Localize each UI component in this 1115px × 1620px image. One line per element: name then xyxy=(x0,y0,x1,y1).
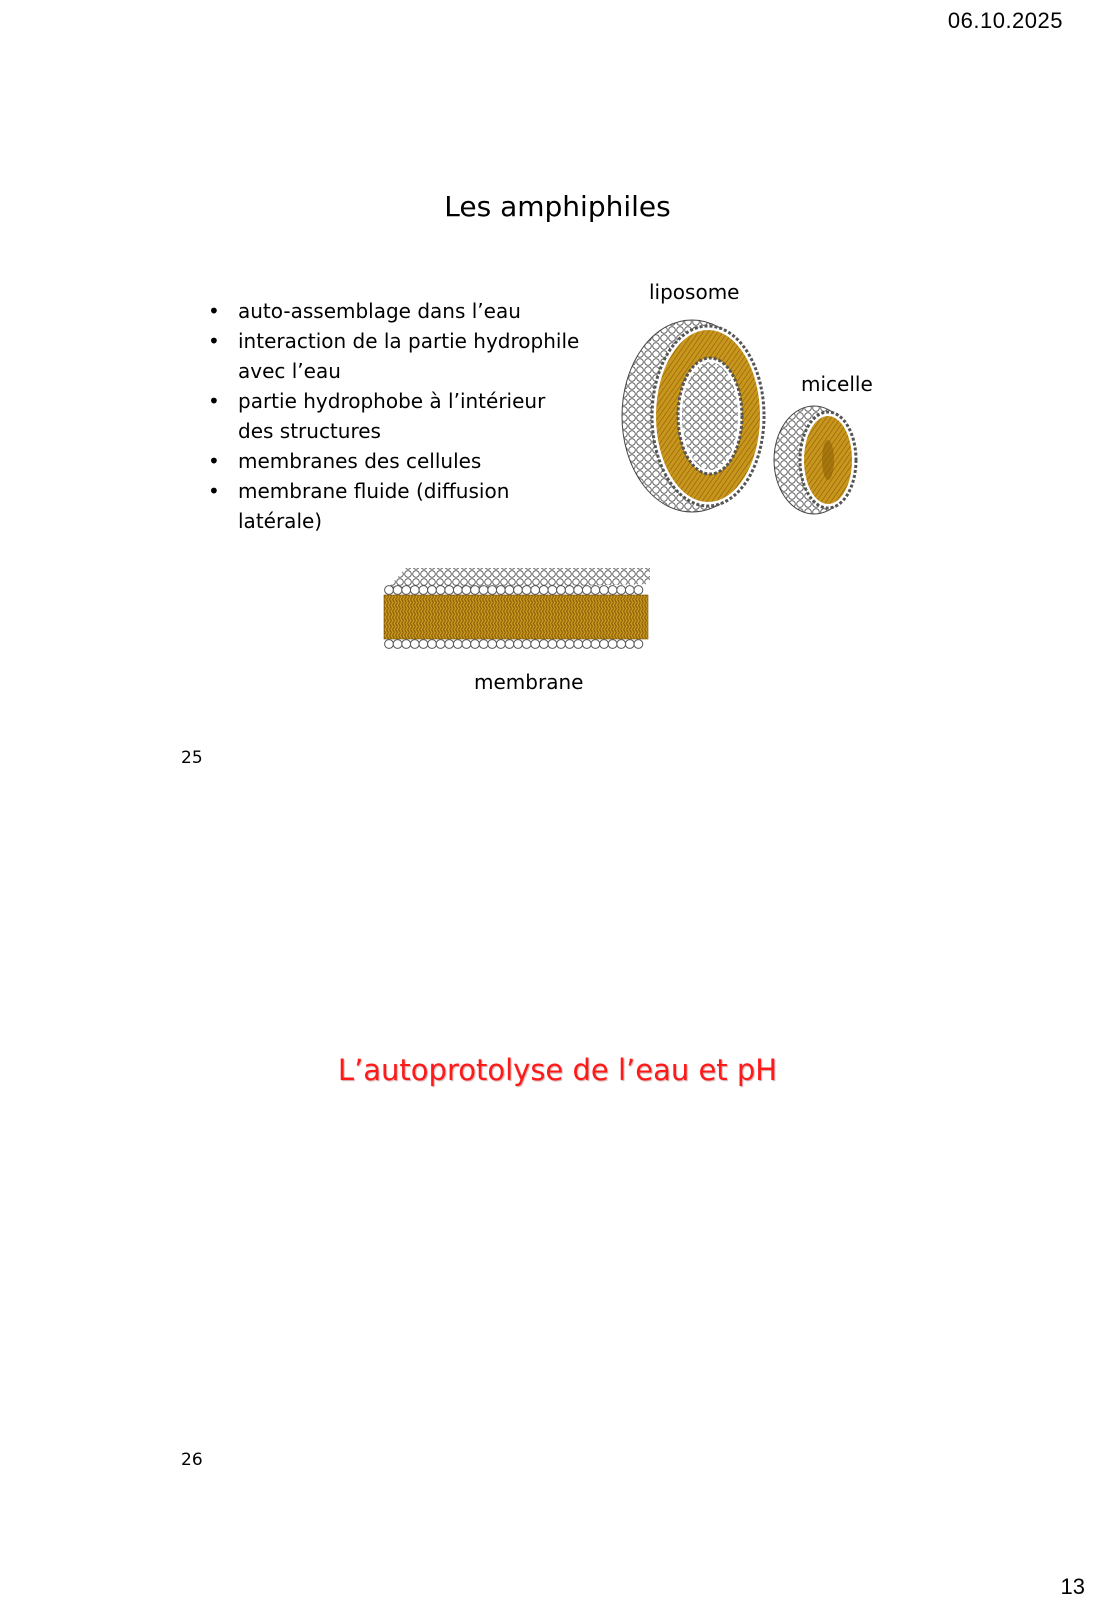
bullet-item: • partie hydrophobe à l’intérieur des structures xyxy=(206,386,586,446)
lipid-head xyxy=(419,586,428,595)
print-date: 06.10.2025 xyxy=(947,8,1063,33)
lipid-head xyxy=(410,586,419,595)
lipid-head xyxy=(402,586,411,595)
lipid-head xyxy=(393,640,402,649)
lipid-head xyxy=(557,640,566,649)
bullet-item: • interaction de la partie hydrophile avec l’eau xyxy=(206,326,586,386)
lipid-head xyxy=(600,586,609,595)
lipid-head xyxy=(436,640,445,649)
lipid-head xyxy=(428,640,437,649)
lipid-head xyxy=(582,586,591,595)
lipid-head xyxy=(419,640,428,649)
lipid-head xyxy=(539,640,548,649)
lipid-head xyxy=(428,586,437,595)
micelle-label: micelle xyxy=(801,372,873,396)
lipid-head xyxy=(402,640,411,649)
lipid-head xyxy=(557,586,566,595)
lipid-head xyxy=(445,640,454,649)
lipid-head xyxy=(574,640,583,649)
lipid-head xyxy=(471,640,480,649)
lipid-head xyxy=(617,586,626,595)
slide-number-25: 25 xyxy=(181,748,203,768)
lipid-head xyxy=(514,640,523,649)
lipid-head xyxy=(582,640,591,649)
lipid-head xyxy=(453,640,462,649)
lipid-head xyxy=(496,586,505,595)
bullet-item: • membrane fluide (diffusion latérale) xyxy=(206,476,586,536)
lipid-head xyxy=(634,640,643,649)
lipid-head xyxy=(617,640,626,649)
lipid-head xyxy=(574,586,583,595)
lipid-head xyxy=(539,586,548,595)
lipid-head xyxy=(625,640,634,649)
lipid-head xyxy=(600,640,609,649)
lipid-head xyxy=(393,586,402,595)
lipid-head xyxy=(410,640,419,649)
lipid-head xyxy=(505,586,514,595)
slide-26-title: L’autoprotolyse de l’eau et pH xyxy=(337,1053,778,1087)
lipid-head xyxy=(548,640,557,649)
lipid-head xyxy=(505,640,514,649)
lipid-head xyxy=(565,640,574,649)
lipid-head xyxy=(634,586,643,595)
bullet-list xyxy=(206,296,586,536)
bullet-item: • membranes des cellules xyxy=(206,446,586,476)
lipid-head xyxy=(496,640,505,649)
lipid-head xyxy=(548,586,557,595)
slide-25-title: Les amphiphiles xyxy=(444,190,671,223)
lipid-head xyxy=(462,586,471,595)
lipid-head xyxy=(522,586,531,595)
page-number: 13 xyxy=(1060,1574,1085,1599)
lipid-head xyxy=(479,640,488,649)
lipid-head xyxy=(436,586,445,595)
lipid-head xyxy=(479,586,488,595)
lipid-head xyxy=(385,640,394,649)
lipid-head xyxy=(488,586,497,595)
lipid-head xyxy=(471,586,480,595)
lipid-head xyxy=(608,586,617,595)
lipid-head xyxy=(531,586,540,595)
membrane-bilayer-illustration xyxy=(380,562,656,656)
lipid-head xyxy=(531,640,540,649)
lipid-head xyxy=(591,640,600,649)
lipid-head xyxy=(453,586,462,595)
liposome-label: liposome xyxy=(649,280,740,304)
lipid-head xyxy=(445,586,454,595)
lipid-head xyxy=(565,586,574,595)
lipid-head xyxy=(591,586,600,595)
micelle-illustration xyxy=(772,404,862,516)
lipid-head xyxy=(462,640,471,649)
membrane-label: membrane xyxy=(474,670,584,694)
lipid-head xyxy=(625,586,634,595)
lipid-head xyxy=(522,640,531,649)
slide-number-26: 26 xyxy=(181,1450,203,1470)
lipid-head xyxy=(385,586,394,595)
liposome-illustration xyxy=(620,318,770,514)
lipid-head xyxy=(488,640,497,649)
bullet-item: • auto-assemblage dans l’eau xyxy=(206,296,586,326)
lipid-head xyxy=(514,586,523,595)
lipid-head xyxy=(608,640,617,649)
